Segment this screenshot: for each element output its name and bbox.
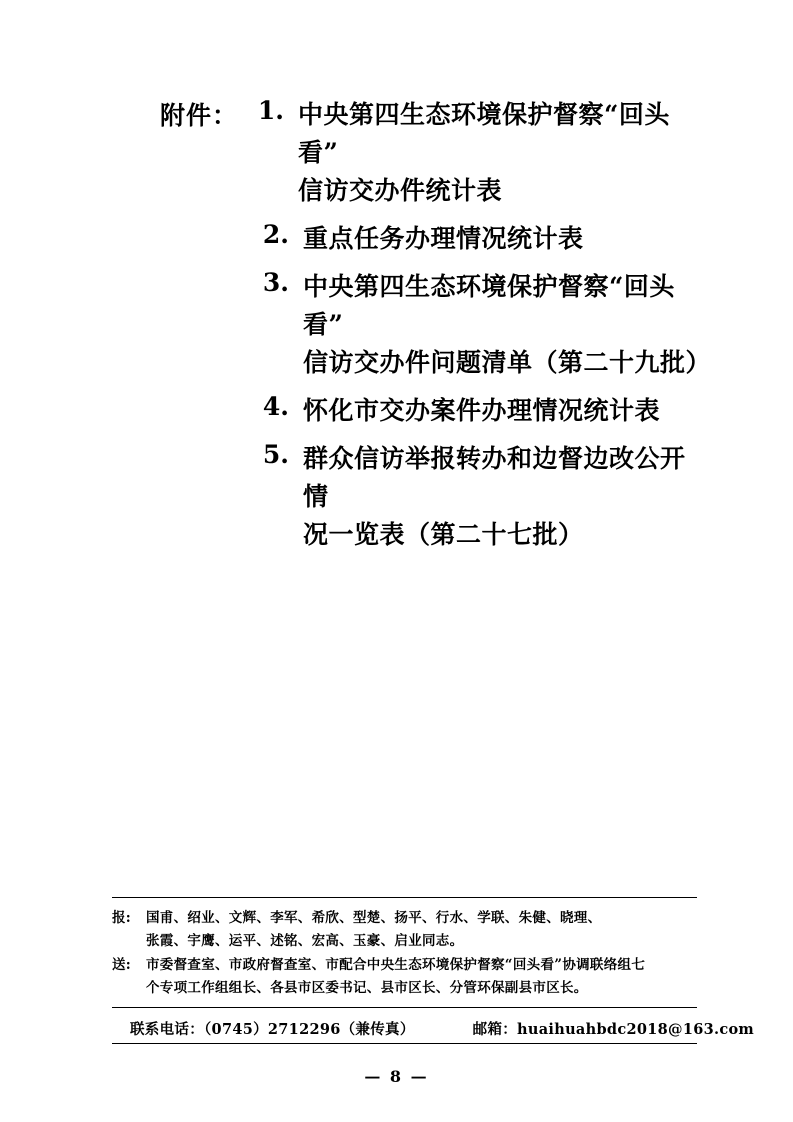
send-label: 送: [112,956,132,973]
attachment-line: 重点任务办理情况统计表 [303,224,584,253]
attachment-text [303,220,584,258]
attachment-text [303,392,660,430]
attachment-number: 4. [262,392,289,421]
send-targets-line1: 市委督查室、市政府督查室、市配合中央生态环境保护督察“回头看”协调联络组七 [146,956,646,973]
attachment-number: 3. [262,268,289,297]
attachment-line: 中央第四生态环境保护督察“回头看” [298,100,670,167]
contact-email: 邮箱：huaihuahbdc2018@163.com [472,1021,755,1038]
report-line [112,907,697,954]
page-number: — 8 — [364,1067,429,1086]
contact-row [112,1008,755,1043]
attachment-text [303,268,712,382]
attachment-text [298,96,700,210]
send-targets-line2: 个专项工作组组长、各县市区委书记、县市区长、分管环保副县市区长。 [146,980,588,997]
footer-divider-bottom [112,1043,697,1044]
attachment-text [303,440,700,554]
attachment-item [243,268,712,382]
distribution-block [112,898,697,1008]
send-line [112,954,697,1001]
attachments-block [160,96,712,564]
attachment-line: 群众信访举报转办和边督边改公开情 [303,444,686,511]
report-names-line2: 张霞、宇鹰、运平、述铭、宏高、玉豪、启业同志。 [146,933,464,950]
report-names-line1: 国甫、绍业、文辉、李军、希欣、型楚、扬平、行水、学联、朱健、晓理、 [146,909,602,926]
attachment-line: 怀化市交办案件办理情况统计表 [303,396,661,425]
attachment-line: 信访交办件统计表 [298,176,503,205]
attachment-number: 1. [257,96,285,125]
attachments-label: 附件： [160,101,239,130]
contact-phone: 联系电话：（0745）2712296（兼传真） [130,1021,415,1038]
send-targets [146,954,697,1001]
attachment-number: 5. [262,440,289,469]
attachment-item [243,440,700,554]
attachment-item [160,96,700,210]
footer-block [112,897,755,1045]
attachment-line: 况一览表（第二十七批） [303,520,584,549]
attachment-item [243,392,700,430]
report-names [146,907,697,954]
attachment-item [243,220,700,258]
report-label: 报: [112,909,132,926]
attachment-line: 信访交办件问题清单（第二十九批） [303,348,712,377]
attachment-number: 2. [262,220,289,249]
attachment-line: 中央第四生态环境保护督察“回头看” [303,272,675,339]
